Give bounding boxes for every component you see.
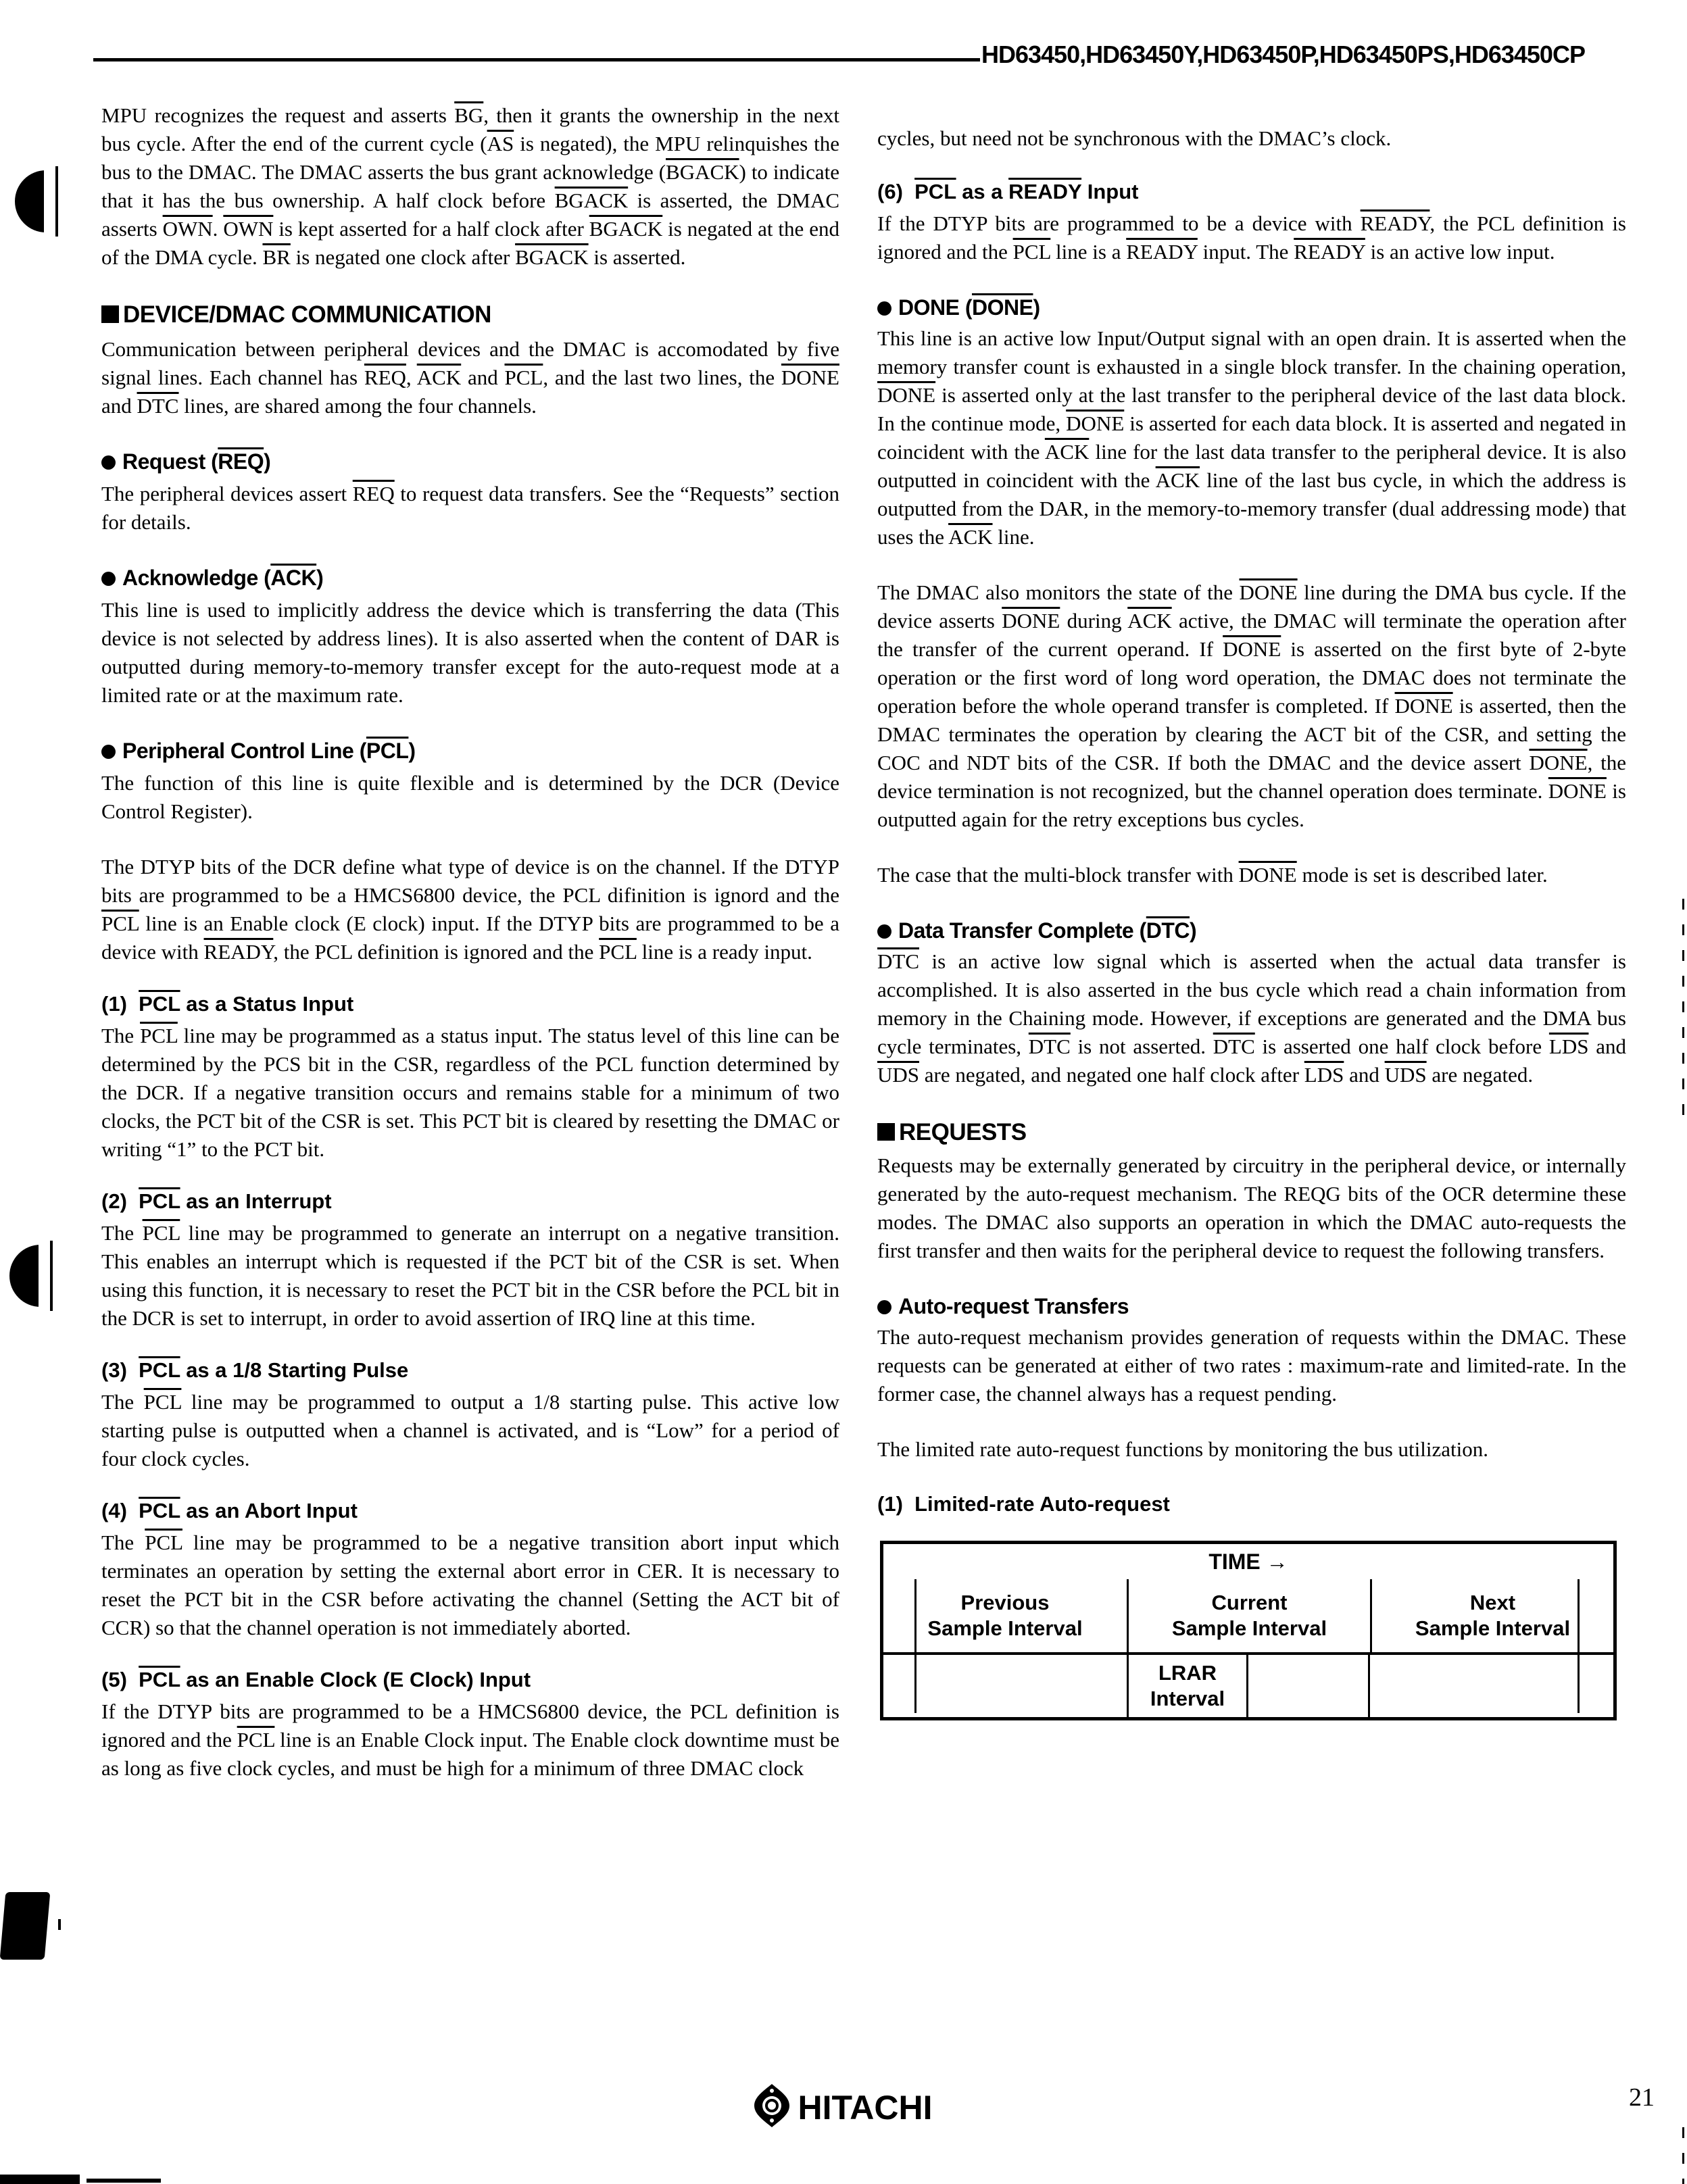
text-run: (1)	[101, 992, 139, 1016]
paragraph	[877, 324, 1626, 551]
paragraph	[877, 124, 1626, 153]
text-run: line during the DMA bus cycle. If the device asserts	[877, 580, 1626, 632]
text-run: Peripheral Control Line (	[122, 739, 366, 763]
text-run: )	[1033, 295, 1040, 320]
paragraph	[877, 1151, 1626, 1265]
text-run: line of the last bus cycle, in which the address is outputted from the DAR, in the memory-to-memory transfer (dual addressing mode) that uses the	[877, 468, 1626, 549]
paragraph	[101, 853, 839, 966]
overlined-signal-name: $\overline{PCL}$	[139, 1499, 180, 1522]
signal-heading	[877, 918, 1626, 943]
text-run: lines, are shared among the four channels.	[178, 394, 537, 418]
text-run: ,	[406, 366, 417, 389]
figure-col-current-line2: Sample Interval	[1171, 1616, 1327, 1640]
overlined-signal-name: $\overline{LDS}$	[1548, 1035, 1589, 1058]
text-run: This line is an active low Input/Output signal with an open drain. It is asserted when the memory transfer count is exhausted in a single block transfer. In the chaining operation,	[877, 326, 1626, 378]
overlined-signal-name: DONE	[781, 366, 839, 389]
text-run: The function of this line is quite flexible and is determined by the DCR (Device Control Register).	[101, 771, 839, 823]
signal-heading	[101, 565, 839, 591]
overlined-signal-name: $\overline{PCL}$	[139, 1189, 180, 1213]
scan-artifact-bottom-bar	[0, 2175, 80, 2184]
overlined-signal-name: $\overline{REQ}$	[352, 482, 395, 505]
figure-col-previous-line2: Sample Interval	[927, 1616, 1083, 1640]
bullet-icon	[101, 455, 116, 470]
text-run: are negated.	[1426, 1063, 1534, 1087]
text-run: is negated), the MPU relinquishes the bus to the DMAC. The DMAC asserts the bus grant acknowledge (	[101, 132, 840, 184]
overlined-signal-name: DONE	[1239, 580, 1298, 604]
overlined-signal-name: $\overline{ACK}$	[1044, 440, 1090, 464]
overlined-signal-name: READY	[1126, 240, 1198, 264]
text-run: Communication between peripheral devices and the DMAC is accomodated by five signal lines. Each channel has	[101, 337, 839, 389]
overlined-signal-name: $\overline{PCL}$	[1012, 240, 1051, 264]
scan-artifact-punch-hole-top	[5, 170, 81, 235]
numbered-subheading	[101, 1358, 839, 1383]
figure-lrar-spacer-mid	[1248, 1655, 1370, 1717]
text-run: The	[101, 1531, 145, 1554]
numbered-subheading	[101, 1189, 839, 1214]
text-run: is negated at the end of the DMA cycle.	[101, 217, 839, 269]
text-run: REQUESTS	[899, 1119, 1027, 1145]
figure-lrar-cell	[1127, 1655, 1248, 1717]
overlined-signal-name: DONE	[1394, 694, 1453, 718]
paragraph	[101, 480, 839, 537]
text-run: and	[1588, 1035, 1626, 1058]
overlined-signal-name: $\overline{PCL}$	[237, 1728, 275, 1752]
overlined-signal-name: DONE	[1066, 412, 1125, 435]
text-run: to request data transfers. See the “Requests” section for details.	[101, 482, 840, 534]
text-run: , the PCL definition is ignored and the	[877, 212, 1626, 264]
overlined-signal-name: $\overline{ACK}$	[270, 566, 317, 590]
text-run: (5)	[101, 1668, 139, 1691]
text-run: is asserted for each data block. It is asserted and negated in coincident with the	[877, 412, 1626, 464]
text-run: , the device termination is not recognized, but the channel operation does terminate.	[877, 751, 1626, 803]
text-run: is asserted one half clock before	[1254, 1035, 1549, 1058]
text-run: The	[101, 1024, 141, 1047]
black-square-icon	[877, 1123, 895, 1141]
text-run: Data Transfer Complete (	[898, 918, 1146, 943]
text-run: The DMAC also monitors the state of the	[877, 580, 1240, 604]
figure-lrar-row	[883, 1655, 1613, 1717]
figure-lrar-spacer-right	[1370, 1655, 1613, 1717]
figure-col-previous	[883, 1579, 1127, 1652]
limited-rate-figure	[880, 1541, 1617, 1720]
text-run: (1) Limited-rate Auto-request	[877, 1492, 1170, 1516]
overlined-signal-name: $\overline{UDS}$	[877, 1063, 920, 1087]
paragraph	[101, 101, 839, 272]
bullet-icon	[877, 1300, 891, 1314]
text-run: If the DTYP bits are programmed to be a HMCS6800 device, the PCL definition is ignored and the	[101, 1699, 839, 1752]
text-run: is outputted again for the retry exceptions bus cycles.	[877, 779, 1626, 831]
paragraph	[101, 1529, 839, 1642]
overlined-signal-name: DONE	[1002, 609, 1060, 632]
figure-lrar-spacer-left	[883, 1655, 1127, 1717]
text-run: DONE (	[898, 295, 972, 320]
text-run: Input	[1081, 180, 1139, 203]
numbered-subheading	[101, 992, 839, 1016]
figure-inner-left-line	[914, 1579, 916, 1713]
figure-header-row	[883, 1579, 1613, 1655]
paragraph	[877, 209, 1626, 266]
figure-col-current	[1127, 1579, 1370, 1652]
paragraph	[101, 1219, 839, 1333]
paragraph	[877, 578, 1626, 834]
overlined-signal-name: $\overline{UDS}$	[1384, 1063, 1427, 1087]
overlined-signal-name: $\overline{DTC}$	[1028, 1035, 1071, 1058]
hitachi-wordmark: HITACHI	[798, 2088, 933, 2127]
figure-time-label: TIME →	[1208, 1549, 1288, 1574]
overlined-signal-name: $\overline{REQ}$	[218, 449, 264, 474]
overlined-signal-name: $\overline{PCL}$	[914, 180, 956, 203]
overlined-signal-name: $\overline{PCL}$	[143, 1390, 182, 1414]
text-run: The case that the multi-block transfer with	[877, 863, 1239, 887]
text-run: line may be programmed to output a 1/8 starting pulse. This active low starting pulse is outputted when a channel is activated, and is “Low” for a period of four clock cycles.	[101, 1390, 839, 1470]
overlined-signal-name: $\overline{DTC}$	[1146, 918, 1190, 943]
text-run: as a 1/8 Starting Pulse	[180, 1358, 409, 1382]
text-run: ) to indicate that it has the bus ownership. A half clock before	[101, 160, 839, 212]
paragraph	[101, 1022, 839, 1164]
text-run: as an Interrupt	[180, 1189, 332, 1213]
numbered-subheading	[877, 180, 1626, 204]
text-run: MPU recognizes the request and asserts	[101, 103, 455, 127]
right-column	[877, 101, 1626, 1720]
signal-heading	[877, 1293, 1626, 1319]
text-run: line.	[992, 525, 1035, 549]
text-run: during	[1060, 609, 1128, 632]
overlined-signal-name: $\overline{DTC}$	[877, 949, 919, 973]
overlined-signal-name: $\overline{OWN}$	[223, 217, 274, 241]
overlined-signal-name: $\overline{PCL}$	[139, 1358, 180, 1382]
overlined-signal-name: $\overline{PCL}$	[142, 1221, 180, 1245]
text-run: input. The	[1197, 240, 1294, 264]
overlined-signal-name: BGACK	[589, 217, 663, 241]
text-run: are negated, and negated one half clock after	[919, 1063, 1304, 1087]
overlined-signal-name: $\overline{DTC}$	[1213, 1035, 1255, 1058]
text-run: is asserted.	[588, 245, 686, 269]
numbered-subheading	[101, 1668, 839, 1692]
paragraph	[877, 861, 1626, 889]
text-run: is an active low signal which is asserted when the actual data transfer is accomplished. It is also asserted in the bus cycle which read a chain information from memory in the Chaining mode. However, if exceptions are generated and the DMA bus cycle terminates,	[877, 949, 1626, 1058]
text-run: )	[408, 739, 416, 763]
left-column	[101, 101, 839, 1783]
text-run: (6)	[877, 180, 915, 203]
overlined-signal-name: $\overline{PCL}$	[139, 992, 180, 1016]
overlined-signal-name: $\overline{ACK}$	[948, 525, 993, 549]
text-run: line may be programmed to generate an interrupt on a negative transition. This enables an interrupt which is requested if the PCT bit of the CSR is set. When using this function, it is necessary to reset the PCT bit in the CSR before the PCL bit in the DCR is set to interrupt, in order to avoid assertion of IRQ line at this time.	[101, 1221, 839, 1330]
signal-heading	[101, 449, 839, 474]
text-run: This line is used to implicitly address the device which is transferring the data (This device is not selected by address lines). It is also asserted when the content of DAR is outputted during memory-to-memory transfer except for the auto-request mode at a limited rate or at the maximum rate.	[101, 598, 839, 707]
overlined-signal-name: $\overline{BR}$	[262, 245, 291, 269]
text-run: .	[212, 217, 224, 241]
text-run: is asserted, the DMAC asserts	[101, 189, 840, 241]
overlined-signal-name: READY	[1294, 240, 1365, 264]
overlined-signal-name: BGACK	[515, 245, 589, 269]
text-run: The DTYP bits of the DCR define what type of device is on the channel. If the DTYP bits are programmed to be a HMCS6800 device, the PCL difinition is ignord and the	[101, 855, 839, 907]
text-run: (4)	[101, 1499, 139, 1522]
paragraph	[101, 335, 839, 420]
overlined-signal-name: $\overline{PCL}$	[145, 1531, 182, 1554]
signal-heading	[877, 295, 1626, 320]
text-run: and	[101, 394, 137, 418]
text-run: as a	[956, 180, 1009, 203]
text-run: DEVICE/DMAC COMMUNICATION	[123, 301, 491, 328]
text-run: line is an Enable Clock input. The Enable clock downtime must be as long as five clock cycles, and must be high for a minimum of three DMAC clock	[101, 1728, 840, 1780]
page-number: 21	[1629, 2083, 1655, 2112]
text-run: (2)	[101, 1189, 139, 1213]
figure-lrar-line1: LRAR	[1158, 1661, 1217, 1685]
overlined-signal-name: READY	[1008, 180, 1082, 203]
text-run: line may be programmed to be a negative transition abort input which terminates an operation by setting the external abort error in CER. It is necessary to reset the PCT bit in the CSR before activating the channel (Setting the ACT bit of CCR) so that the channel operation is not immediately aborted.	[101, 1531, 839, 1639]
overlined-signal-name: DONE	[1548, 779, 1607, 803]
overlined-signal-name: $\overline{DTC}$	[137, 394, 179, 418]
scan-artifact-bottom-bar-2	[87, 2179, 161, 2183]
text-run: is not asserted.	[1070, 1035, 1213, 1058]
paragraph	[877, 1323, 1626, 1408]
bullet-icon	[877, 924, 891, 939]
overlined-signal-name: BGACK	[666, 160, 739, 184]
text-run: line may be programmed as a status input. The status level of this line can be determined by the PCS bit in the CSR, regardless of the PCL function determined by the DCR. If a negative transition occurs and remains stable for a minimum of two clocks, the PCT bit of the CSR is set. This PCT bit is cleared by resetting the DMAC or writing “1” to the PCT bit.	[101, 1024, 840, 1161]
text-run: The	[101, 1390, 144, 1414]
text-run: as a Status Input	[180, 992, 354, 1016]
text-run: active, the DMAC will terminate the operation after the transfer of the current operand. If	[877, 609, 1627, 661]
paragraph	[101, 769, 839, 826]
scan-artifact-punch-hole-middle	[0, 1245, 76, 1310]
overlined-signal-name: $\overline{PCL}$	[139, 1668, 180, 1691]
text-run: If the DTYP bits are programmed to be a device with	[877, 212, 1361, 235]
text-run: line is a ready input.	[636, 940, 812, 964]
header-rule	[93, 58, 980, 61]
scan-artifact-blob	[0, 1892, 50, 1960]
text-run: The limited rate auto-request functions by monitoring the bus utilization.	[877, 1437, 1488, 1461]
overlined-signal-name: BGACK	[554, 189, 629, 212]
text-run: line is a	[1050, 240, 1127, 264]
text-run: is kept asserted for a half clock after	[273, 217, 589, 241]
overlined-signal-name: $\overline{OWN}$	[162, 217, 213, 241]
bullet-icon	[101, 572, 116, 586]
right-column-text	[877, 124, 1626, 1516]
overlined-signal-name: DONE	[1529, 751, 1588, 774]
bullet-icon	[877, 301, 891, 316]
figure-col-next-line1: Next	[1469, 1591, 1516, 1614]
text-run: mode is set is described later.	[1296, 863, 1548, 887]
figure-col-previous-line1: Previous	[960, 1591, 1050, 1614]
text-run: The auto-request mechanism provides generation of requests within the DMAC. These requests can be generated at either of two rates : maximum-rate and limited-rate. In the former case, the channel always has a request pending.	[877, 1325, 1626, 1406]
text-run: and	[461, 366, 505, 389]
figure-col-current-line1: Current	[1211, 1591, 1288, 1614]
footer	[0, 2084, 1687, 2131]
text-run: )	[316, 566, 324, 590]
section-heading	[877, 1119, 1626, 1146]
text-run: , the PCL definition is ignored and the	[273, 940, 600, 964]
overlined-signal-name: $\overline{LDS}$	[1304, 1063, 1344, 1087]
overlined-signal-name: DONE	[1238, 863, 1297, 887]
scan-artifact-right-edge-dash-2	[1682, 2127, 1684, 2184]
text-run: is asserted on the first byte of 2-byte operation or the first word of long word operation, the DMAC does not terminate the operation before the whole operand transfer is completed. If	[877, 637, 1627, 718]
text-run: is an active low input.	[1365, 240, 1555, 264]
text-run: line is an Enable clock (E clock) input. If the DTYP bits are programmed to be a device with	[101, 912, 839, 964]
numbered-subheading	[101, 1499, 839, 1523]
hitachi-logo-icon	[754, 2084, 789, 2131]
overlined-signal-name: $\overline{BG}$	[454, 103, 484, 127]
overlined-signal-name: $\overline{ACK}$	[1155, 468, 1200, 492]
paragraph	[877, 1435, 1626, 1464]
figure-col-next-line2: Sample Interval	[1415, 1616, 1571, 1640]
figure-col-next	[1370, 1579, 1613, 1652]
text-run: , and the last two lines, the	[543, 366, 781, 389]
text-run: line for the last data transfer to the peripheral device. It is also outputted in coincident with the	[877, 440, 1626, 492]
text-run: The	[101, 1221, 143, 1245]
overlined-signal-name: READY	[203, 940, 274, 964]
text-run: )	[1190, 918, 1197, 943]
text-run: is negated one clock after	[290, 245, 516, 269]
paragraph	[877, 947, 1626, 1089]
overlined-signal-name: DONE	[877, 383, 936, 407]
text-run: (3)	[101, 1358, 139, 1382]
text-run: Acknowledge (	[122, 566, 271, 590]
paragraph	[101, 1388, 839, 1473]
paragraph	[101, 1697, 839, 1783]
text-run: as an Enable Clock (E Clock) Input	[180, 1668, 531, 1691]
figure-lrar-line2: Interval	[1150, 1687, 1225, 1710]
paragraph	[101, 596, 839, 710]
overlined-signal-name: $\overline{PCL}$	[599, 940, 637, 964]
bullet-icon	[101, 745, 116, 759]
overlined-signal-name: $\overline{PCL}$	[504, 366, 543, 389]
figure-inner-right-line	[1578, 1579, 1580, 1713]
text-run: and	[1344, 1063, 1385, 1087]
overlined-signal-name: READY	[1360, 212, 1430, 235]
text-run: is asserted only at the last transfer to the peripheral device of the last data block. In the continue mode,	[877, 383, 1626, 435]
text-run: The peripheral devices assert	[101, 482, 353, 505]
overlined-signal-name: DONE	[972, 295, 1033, 320]
text-run: cycles, but need not be synchronous with the DMAC’s clock.	[877, 126, 1392, 150]
text-run: Auto-request Transfers	[898, 1294, 1129, 1318]
overlined-signal-name: $\overline{ACK}$	[1127, 609, 1172, 632]
text-run: as an Abort Input	[180, 1499, 358, 1522]
overlined-signal-name: $\overline{PCL}$	[140, 1024, 178, 1047]
numbered-subheading	[877, 1492, 1626, 1516]
signal-heading	[101, 738, 839, 764]
scan-artifact-right-edge-dash-1	[1682, 899, 1684, 1128]
text-run: )	[264, 449, 271, 474]
section-heading	[101, 301, 839, 328]
overlined-signal-name: DONE	[1223, 637, 1281, 661]
overlined-signal-name: $\overline{PCL}$	[366, 739, 409, 763]
text-run: is asserted, then the DMAC terminates the operation by clearing the ACT bit of the CSR, and setting the COC and NDT bits of the CSR. If both the DMAC and the device assert	[877, 694, 1627, 774]
overlined-signal-name: $\overline{PCL}$	[101, 912, 139, 935]
page-title: HD63450,HD63450Y,HD63450P,HD63450PS,HD63450CP	[981, 41, 1585, 68]
text-run: Request (	[122, 449, 218, 474]
overlined-signal-name: $\overline{ACK}$	[416, 366, 462, 389]
black-square-icon	[101, 305, 119, 323]
scan-artifact-blob-tick	[58, 1919, 61, 1930]
overlined-signal-name: $\overline{AS}$	[487, 132, 514, 155]
overlined-signal-name: $\overline{REQ}$	[364, 366, 406, 389]
text-run: , then it grants the ownership in the next bus cycle. After the end of the current cycle (	[101, 103, 839, 155]
text-run: Requests may be externally generated by circuitry in the peripheral device, or internally generated by the auto-request mechanism. The REQG bits of the OCR determine these modes. The DMAC also supports an operation in which the DMAC auto-requests the first transfer and then waits for the peripheral device to request the following transfers.	[877, 1153, 1626, 1262]
